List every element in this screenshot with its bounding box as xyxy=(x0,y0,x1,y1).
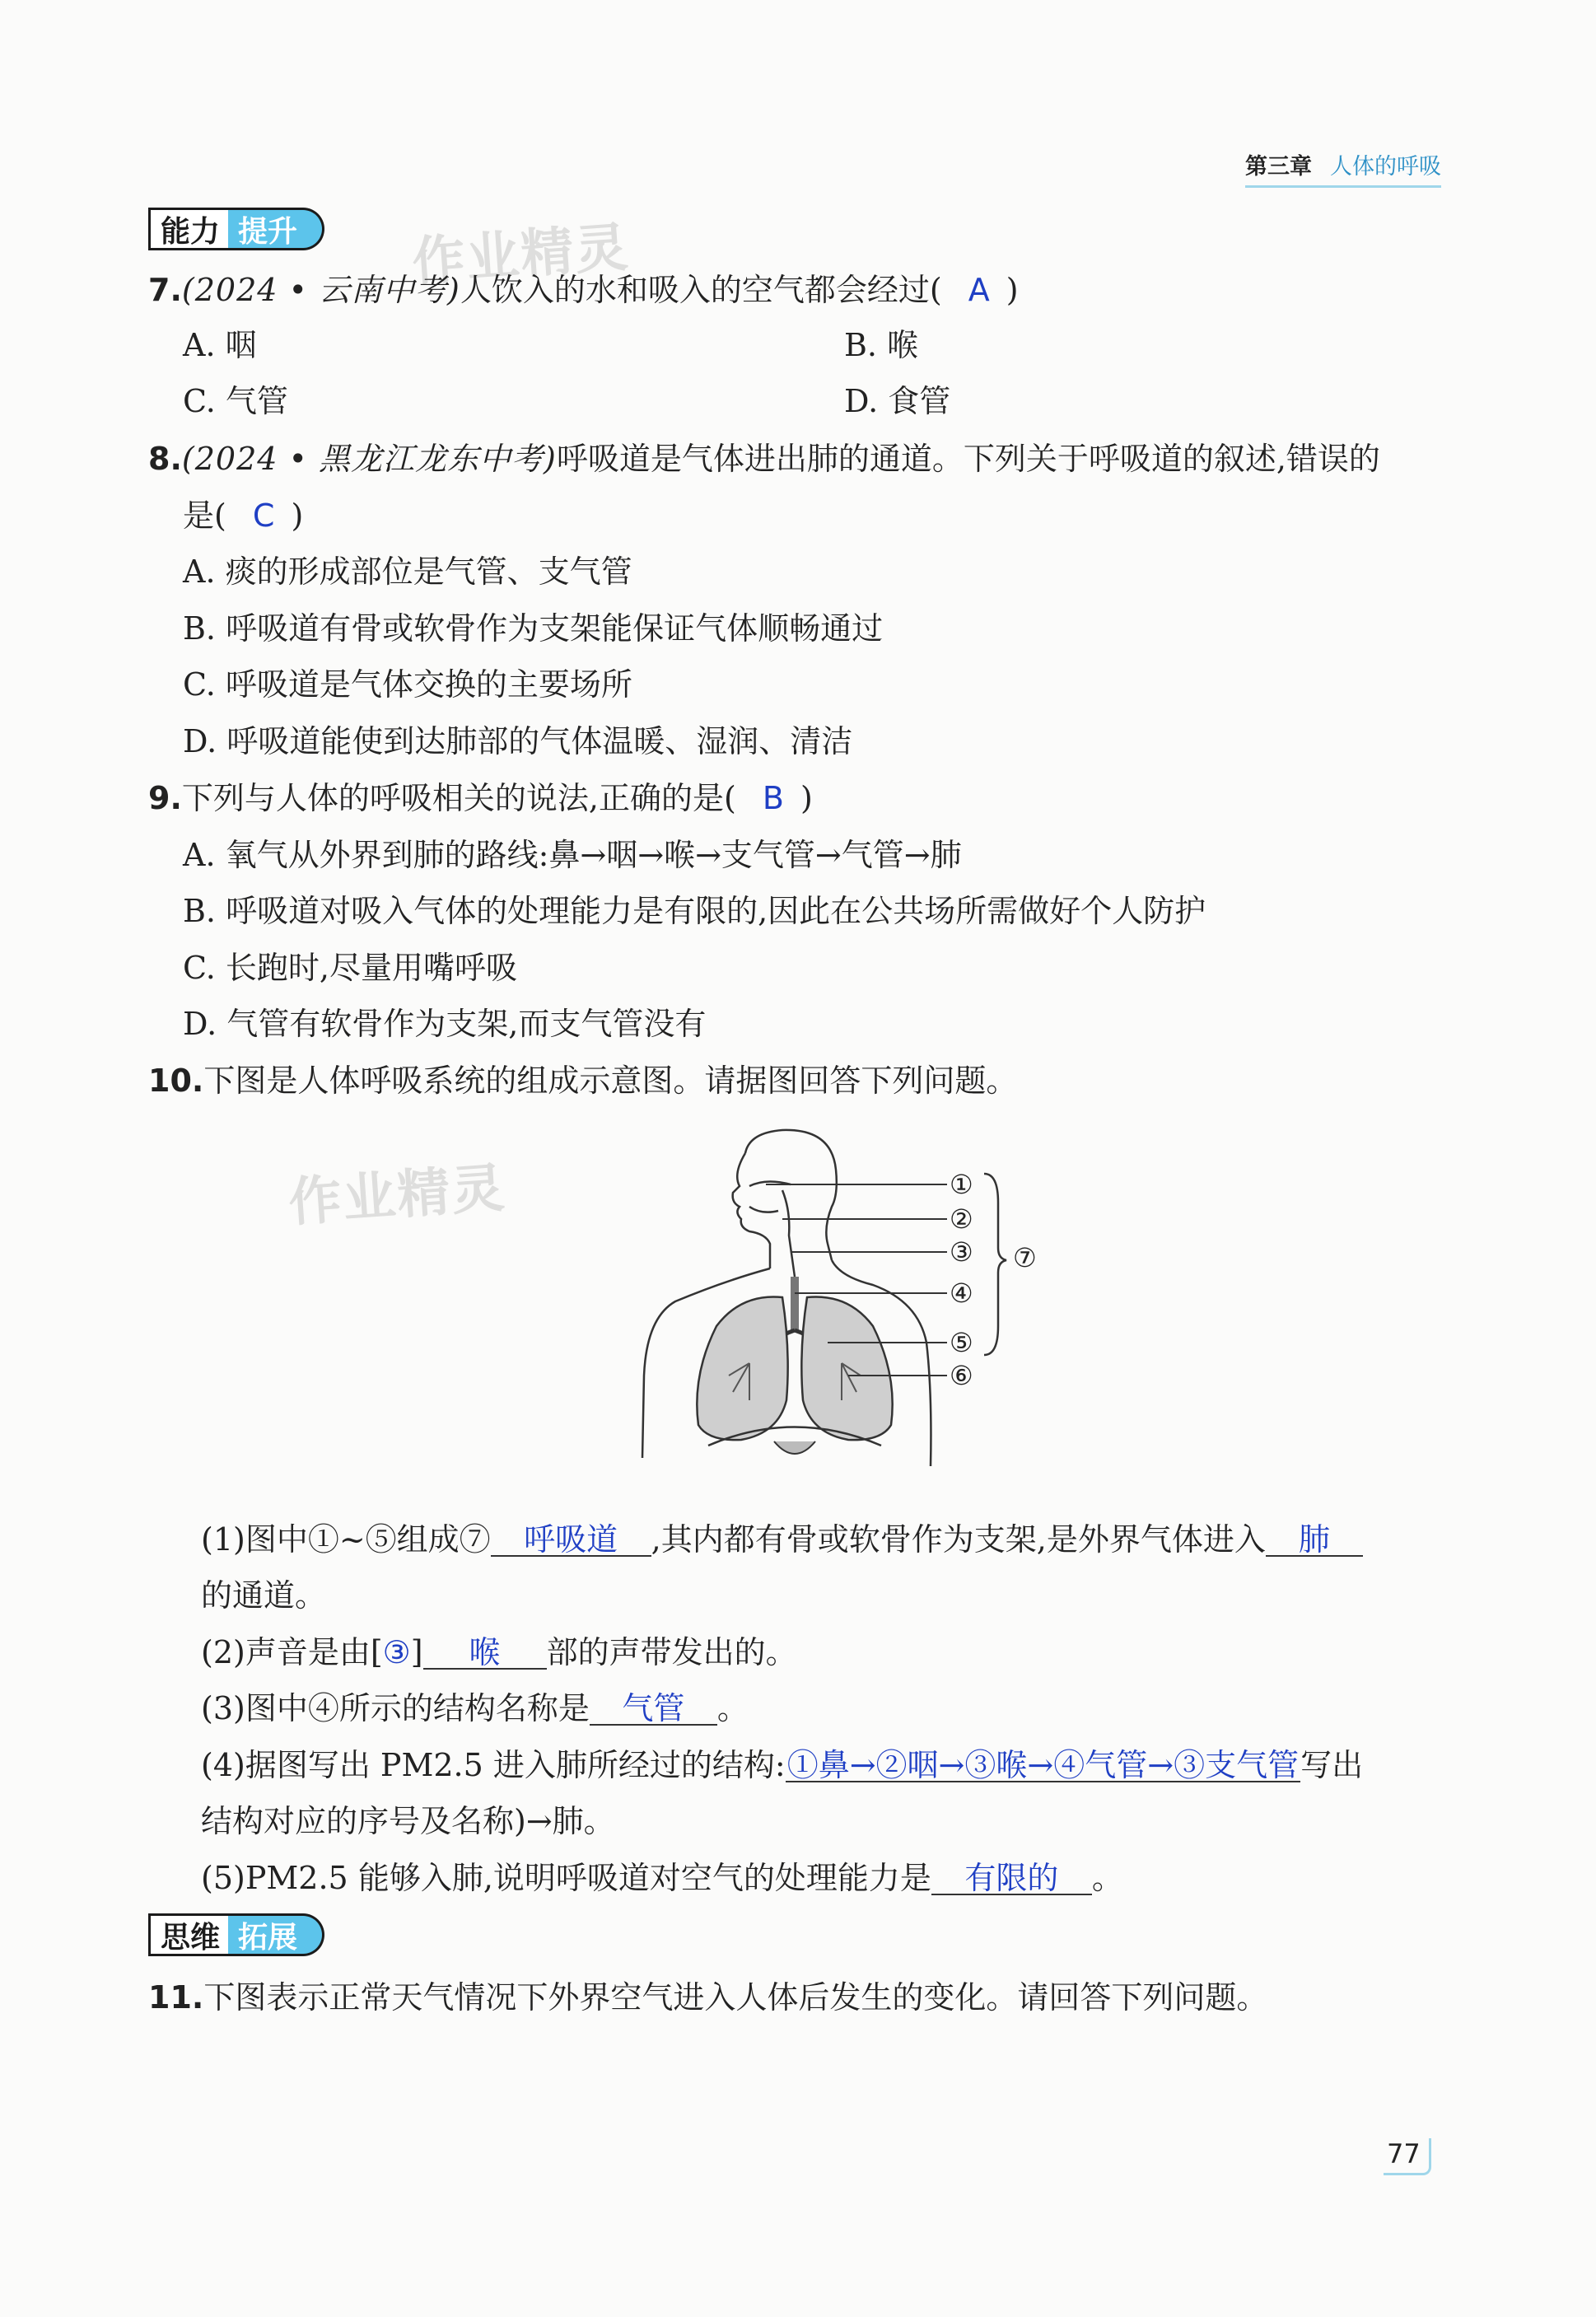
q10-part2 xyxy=(201,1634,797,1670)
face-outline xyxy=(733,1153,770,1268)
label-5: ⑤ xyxy=(950,1327,973,1358)
q10-part4 xyxy=(201,1749,1363,1782)
q11-stem xyxy=(148,1979,1268,2016)
q9-close: ) xyxy=(800,780,813,816)
respiratory-system-diagram xyxy=(626,1128,1054,1483)
q10-p2-mid: ] xyxy=(410,1634,423,1670)
right-lung xyxy=(801,1296,892,1440)
watermark-2: 作业精灵 xyxy=(287,1157,508,1235)
q7-stem xyxy=(148,274,1019,306)
q8-option-d: D. 呼吸道能使到达肺部的气体温暖、湿润、清洁 xyxy=(183,723,853,759)
q11-number: 11. xyxy=(148,1979,204,2016)
q8-stem xyxy=(148,441,1380,477)
q7-option-a: A. 咽 xyxy=(183,327,257,363)
watermark: 作业精灵 xyxy=(410,217,632,294)
q9-stem-text: 下列与人体的呼吸相关的说法,正确的是( xyxy=(181,780,736,816)
oral-cavity xyxy=(749,1207,778,1212)
q10-p3-post: 。 xyxy=(716,1690,749,1726)
q10-p1-answer1: 呼吸道 xyxy=(491,1524,651,1557)
brace xyxy=(984,1174,1006,1355)
label-1: ① xyxy=(950,1169,973,1200)
q10-part3 xyxy=(201,1690,749,1726)
q8-option-a: A. 痰的形成部位是气管、支气管 xyxy=(183,554,632,590)
q8-option-c: C. 呼吸道是气体交换的主要场所 xyxy=(183,666,632,703)
q10-p2-pre: (2)声音是由[ xyxy=(201,1634,383,1670)
q7-number: 7. xyxy=(148,272,182,308)
banner-right-text: 提升 xyxy=(228,208,324,250)
head-outline xyxy=(745,1130,837,1260)
bronchioles xyxy=(729,1363,861,1400)
label-7: ⑦ xyxy=(1013,1242,1037,1273)
q10-part4-line2: 结构对应的序号及名称)→肺。 xyxy=(201,1803,615,1839)
q10-p1-pre: (1)图中①~⑤组成⑦ xyxy=(201,1521,491,1558)
label-2: ② xyxy=(950,1203,973,1235)
banner2-left-text: 思维 xyxy=(148,1913,228,1956)
q10-p2-answer1: ③ xyxy=(382,1634,411,1670)
q10-p2-answer2: 喉 xyxy=(423,1637,547,1670)
q10-part1 xyxy=(201,1521,1363,1558)
q10-part5 xyxy=(201,1862,1123,1895)
chapter-header xyxy=(1245,148,1441,188)
label-6: ⑥ xyxy=(950,1360,973,1391)
chapter-number: 第三章 xyxy=(1245,154,1312,180)
q8-stem-text: 呼吸道是气体进出肺的通道。下列关于呼吸道的叙述,错误的 xyxy=(556,441,1380,477)
q10-stem-text: 下图是人体呼吸系统的组成示意图。请据图回答下列问题。 xyxy=(203,1063,1018,1099)
q9-option-d: D. 气管有软骨作为支架,而支气管没有 xyxy=(183,1006,707,1042)
section-banner-thinking xyxy=(148,1913,324,1956)
page-number: 77 xyxy=(1384,2138,1431,2175)
q10-p4-post: 写出 xyxy=(1300,1747,1364,1783)
q9-answer: B xyxy=(762,780,784,816)
q8-close: ) xyxy=(291,498,304,534)
q9-option-a: A. 氧气从外界到肺的路线:鼻→咽→喉→支气管→气管→肺 xyxy=(183,837,962,873)
q10-number: 10. xyxy=(148,1063,204,1099)
q10-p3-answer: 气管 xyxy=(590,1693,717,1726)
q10-p3-pre: (3)图中④所示的结构名称是 xyxy=(201,1690,590,1726)
q8-source: (2024 • 黑龙江龙东中考) xyxy=(181,441,557,477)
q9-stem xyxy=(148,782,813,814)
label-4: ④ xyxy=(950,1278,973,1309)
q10-p1-mid: ,其内都有骨或软骨作为支架,是外界气体进入 xyxy=(651,1521,1266,1558)
q10-p4-answer: ①鼻→②咽→③喉→④气管→③支气管 xyxy=(786,1747,1300,1783)
heart xyxy=(774,1441,815,1454)
label-3: ③ xyxy=(950,1236,973,1268)
q8-stem-text2: 是( xyxy=(183,498,226,534)
q10-p5-post: 。 xyxy=(1091,1860,1123,1896)
q7-source: (2024 • 云南中考) xyxy=(181,272,460,308)
q8-option-b: B. 呼吸道有骨或软骨作为支架能保证气体顺畅通过 xyxy=(183,610,884,647)
q8-number: 8. xyxy=(148,441,182,477)
chapter-title: 人体的呼吸 xyxy=(1330,154,1441,180)
q7-option-d: D. 食管 xyxy=(844,383,951,419)
q8-stem-line2 xyxy=(183,498,304,534)
q10-stem xyxy=(148,1063,1018,1099)
q10-p5-answer: 有限的 xyxy=(931,1862,1092,1895)
q7-option-c: C. 气管 xyxy=(183,383,288,419)
q10-p4-pre: (4)据图写出 PM2.5 进入肺所经过的结构: xyxy=(201,1747,786,1783)
q9-option-c: C. 长跑时,尽量用嘴呼吸 xyxy=(183,950,517,986)
q10-p1-answer2: 肺 xyxy=(1266,1524,1363,1557)
q7-stem-text: 人饮入的水和吸入的空气都会经过( xyxy=(460,272,942,308)
section-banner-ability xyxy=(148,208,324,250)
q10-p5-pre: (5)PM2.5 能够入肺,说明呼吸道对空气的处理能力是 xyxy=(201,1860,931,1896)
q7-close: ) xyxy=(1006,272,1019,308)
q11-stem-text: 下图表示正常天气情况下外界空气进入人体后发生的变化。请回答下列问题。 xyxy=(203,1979,1268,2016)
pharynx xyxy=(782,1190,795,1277)
banner2-right-text: 拓展 xyxy=(228,1913,324,1956)
q8-answer: C xyxy=(252,498,275,534)
q9-number: 9. xyxy=(148,780,182,816)
banner-left-text: 能力 xyxy=(148,208,228,250)
q10-p2-post: 部的声带发出的。 xyxy=(546,1634,797,1670)
q9-option-b: B. 呼吸道对吸入气体的处理能力是有限的,因此在公共场所需做好个人防护 xyxy=(183,893,1206,929)
q10-part1-line2: 的通道。 xyxy=(201,1577,327,1614)
q7-option-b: B. 喉 xyxy=(844,327,919,363)
left-lung xyxy=(697,1296,787,1440)
q7-answer: A xyxy=(968,272,990,308)
